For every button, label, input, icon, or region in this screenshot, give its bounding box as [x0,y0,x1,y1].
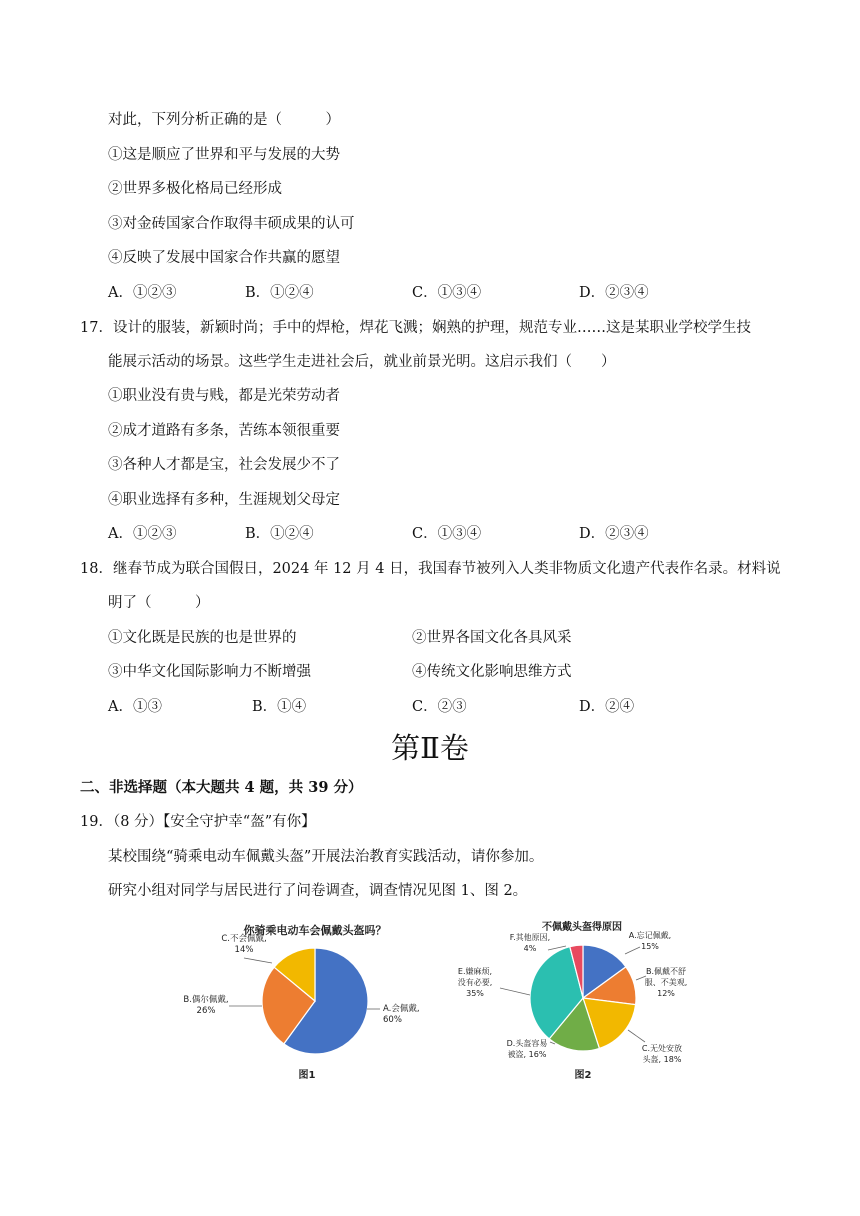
q17-option-b: B．①②④ [245,526,314,542]
chart-2-label-5: 没有必要, [457,978,493,987]
chart-2-label-4: D.头盔容易 [506,1039,548,1048]
chart-2-label-1: A.忘记佩戴, [628,931,672,940]
chart-2-label-3: 头盔, 18% [642,1055,682,1064]
pie-charts-figure [0,910,860,1090]
q17-option-a: A．①②③ [108,526,177,542]
q18-option-c: C．②③ [412,699,467,715]
q16-option-c: C．①③④ [412,285,482,301]
q18-item-1: ①文化既是民族的也是世界的 [108,630,297,646]
chart-2-caption: 图2 [574,1070,592,1081]
pie-chart-1 [183,923,419,1081]
chart-1-label-1: 60% [383,1015,402,1025]
chart-2-label-2: B.佩戴不舒 [645,967,687,976]
q18-stem-line-1: 18．继春节成为联合国假日，2024 年 12 月 4 日，我国春节被列入人类非物质文化遗产代表作名录。材料说 [80,561,781,577]
chart-2-label-2: 12% [657,989,675,998]
q16-item-3: ③对金砖国家合作取得丰硕成果的认可 [108,216,355,232]
chart-2-label-6: 4% [523,944,537,953]
chart-1-label-3: 14% [234,945,254,955]
section-title: 第Ⅱ卷 [391,731,469,765]
q18-item-2: ②世界各国文化各具风采 [412,630,572,646]
chart-1-label-2: 26% [196,1006,216,1016]
pie-chart-2 [458,920,688,1081]
q16-stem: 对此，下列分析正确的是（ ） [108,112,340,128]
chart-2-title: 不佩戴头盔得原因 [542,922,622,933]
chart-2-label-4: 被盗, 16% [507,1050,547,1059]
q19-survey-note: 研究小组对同学与居民进行了问卷调查，调查情况见图 1、图 2。 [108,883,528,899]
chart-1-title: 你骑乘电动车会佩戴头盔吗？ [243,924,387,937]
chart-1-label-3: C.不会佩戴, [221,934,267,944]
chart-1-caption: 图1 [298,1070,316,1081]
chart-2-label-5: 35% [466,989,484,998]
q17-item-4: ④职业选择有多种，生涯规划父母定 [108,492,340,508]
q16-item-2: ②世界多极化格局已经形成 [108,181,282,197]
chart-1-leader-3 [244,958,272,963]
chart-2-label-3: C.无处安放 [641,1044,683,1053]
chart-2-leader-5 [500,988,530,995]
chart-2-label-2: 服、不美观, [644,978,688,987]
q18-item-3: ③中华文化国际影响力不断增强 [108,664,311,680]
q17-item-2: ②成才道路有多条，苦练本领很重要 [108,423,340,439]
part2-heading: 二、非选择题（本大题共 4 题，共 39 分） [80,779,363,796]
q18-item-4: ④传统文化影响思维方式 [412,664,572,680]
chart-2-label-6: F.其他原因, [509,933,551,942]
chart-2-label-5: E.嫌麻烦, [457,967,493,976]
q16-item-1: ①这是顺应了世界和平与发展的大势 [108,147,340,163]
q16-option-a: A．①②③ [108,285,177,301]
q18-option-d: D．②④ [579,699,635,715]
chart-2-leader-1 [625,947,640,954]
q16-option-b: B．①②④ [245,285,314,301]
q18-stem-line-2: 明了（ ） [108,595,210,611]
q17-option-c: C．①③④ [412,526,482,542]
q19-header: 19．（8 分）【安全守护幸“盔”有你】 [80,814,316,830]
chart-1-label-2: B.偶尔佩戴, [183,995,229,1005]
q19-intro: 某校围绕“骑乘电动车佩戴头盔”开展法治教育实践活动，请你参加。 [108,849,544,865]
q16-option-d: D．②③④ [579,285,649,301]
q17-stem-line-2: 能展示活动的场景。这些学生走进社会后，就业前景光明。这启示我们（ ） [108,354,616,370]
q18-option-b: B．①④ [252,699,307,715]
chart-1-label-1: A.会佩戴, [383,1004,420,1014]
q17-option-d: D．②③④ [579,526,649,542]
q17-item-1: ①职业没有贵与贱，都是光荣劳动者 [108,388,340,404]
q17-item-3: ③各种人才都是宝，社会发展少不了 [108,457,340,473]
chart-2-leader-3 [628,1030,645,1042]
q17-stem-line-1: 17．设计的服装，新颖时尚；手中的焊枪，焊花飞溅；娴熟的护理，规范专业……这是某职业学校学生技 [80,320,751,336]
q18-option-a: A．①③ [108,699,162,715]
chart-2-label-1: 15% [641,942,659,951]
q16-item-4: ④反映了发展中国家合作共赢的愿望 [108,250,340,266]
